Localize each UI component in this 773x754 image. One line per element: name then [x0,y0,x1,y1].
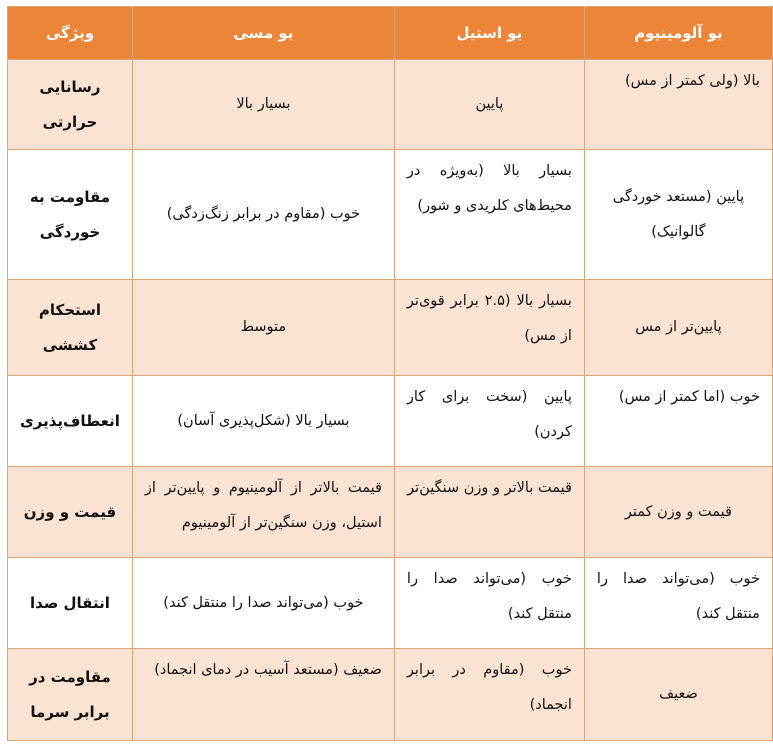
cell-aluminum: خوب (اما کمتر از مس) [584,376,772,467]
table-row [8,60,773,150]
table-row [8,280,773,376]
table-row [8,649,773,741]
cell-feature: قیمت و وزن [8,467,133,558]
cell-steel: قیمت بالاتر و وزن سنگین‌تر [394,467,584,558]
cell-steel: پایین (سخت برای کار کردن) [394,376,584,467]
cell-steel: بسیار بالا (۲.۵ برابر قوی‌تر از مس) [394,280,584,376]
cell-aluminum: قیمت و وزن کمتر [584,467,772,558]
cell-feature: انتقال صدا [8,558,133,649]
table-row [8,376,773,467]
comparison-table-wrapper [7,6,773,741]
cell-feature: استحکام کششی [8,280,133,376]
table-row [8,150,773,280]
table-row [8,558,773,649]
cell-steel: خوب (می‌تواند صدا را منتقل کند) [394,558,584,649]
cell-copper: ضعیف (مستعد آسیب در دمای انجماد) [132,649,394,741]
cell-steel: بسیار بالا (به‌ویژه در محیط‌های کلریدی و شور) [394,150,584,280]
cell-steel: پایین [394,60,584,150]
cell-copper: قیمت بالاتر از آلومینیوم و پایین‌تر از استیل، وزن سنگین‌تر از آلومینیوم [132,467,394,558]
cell-aluminum: پایین‌تر از مس [584,280,772,376]
cell-copper: خوب (مقاوم در برابر زنگ‌زدگی) [132,150,394,280]
cell-aluminum: ضعیف [584,649,772,741]
cell-copper: متوسط [132,280,394,376]
header-steel: یو استیل [394,7,584,60]
cell-aluminum: پایین (مستعد خوردگی گالوانیک) [584,150,772,280]
cell-steel: خوب (مقاوم در برابر انجماد) [394,649,584,741]
header-row [8,7,773,60]
cell-copper: بسیار بالا [132,60,394,150]
header-copper: یو مسی [132,7,394,60]
cell-copper: بسیار بالا (شکل‌پذیری آسان) [132,376,394,467]
cell-feature: مقاومت به خوردگی [8,150,133,280]
cell-aluminum: بالا (ولی کمتر از مس) [584,60,772,150]
cell-feature: رسانایی حرارتی [8,60,133,150]
header-feature: ویژگی [8,7,133,60]
cell-aluminum: خوب (می‌تواند صدا را منتقل کند) [584,558,772,649]
comparison-table [7,6,773,741]
table-row [8,467,773,558]
cell-copper: خوب (می‌تواند صدا را منتقل کند) [132,558,394,649]
cell-feature: انعطاف‌پذیری [8,376,133,467]
cell-feature: مقاومت در برابر سرما [8,649,133,741]
header-aluminum: یو آلومینیوم [584,7,772,60]
